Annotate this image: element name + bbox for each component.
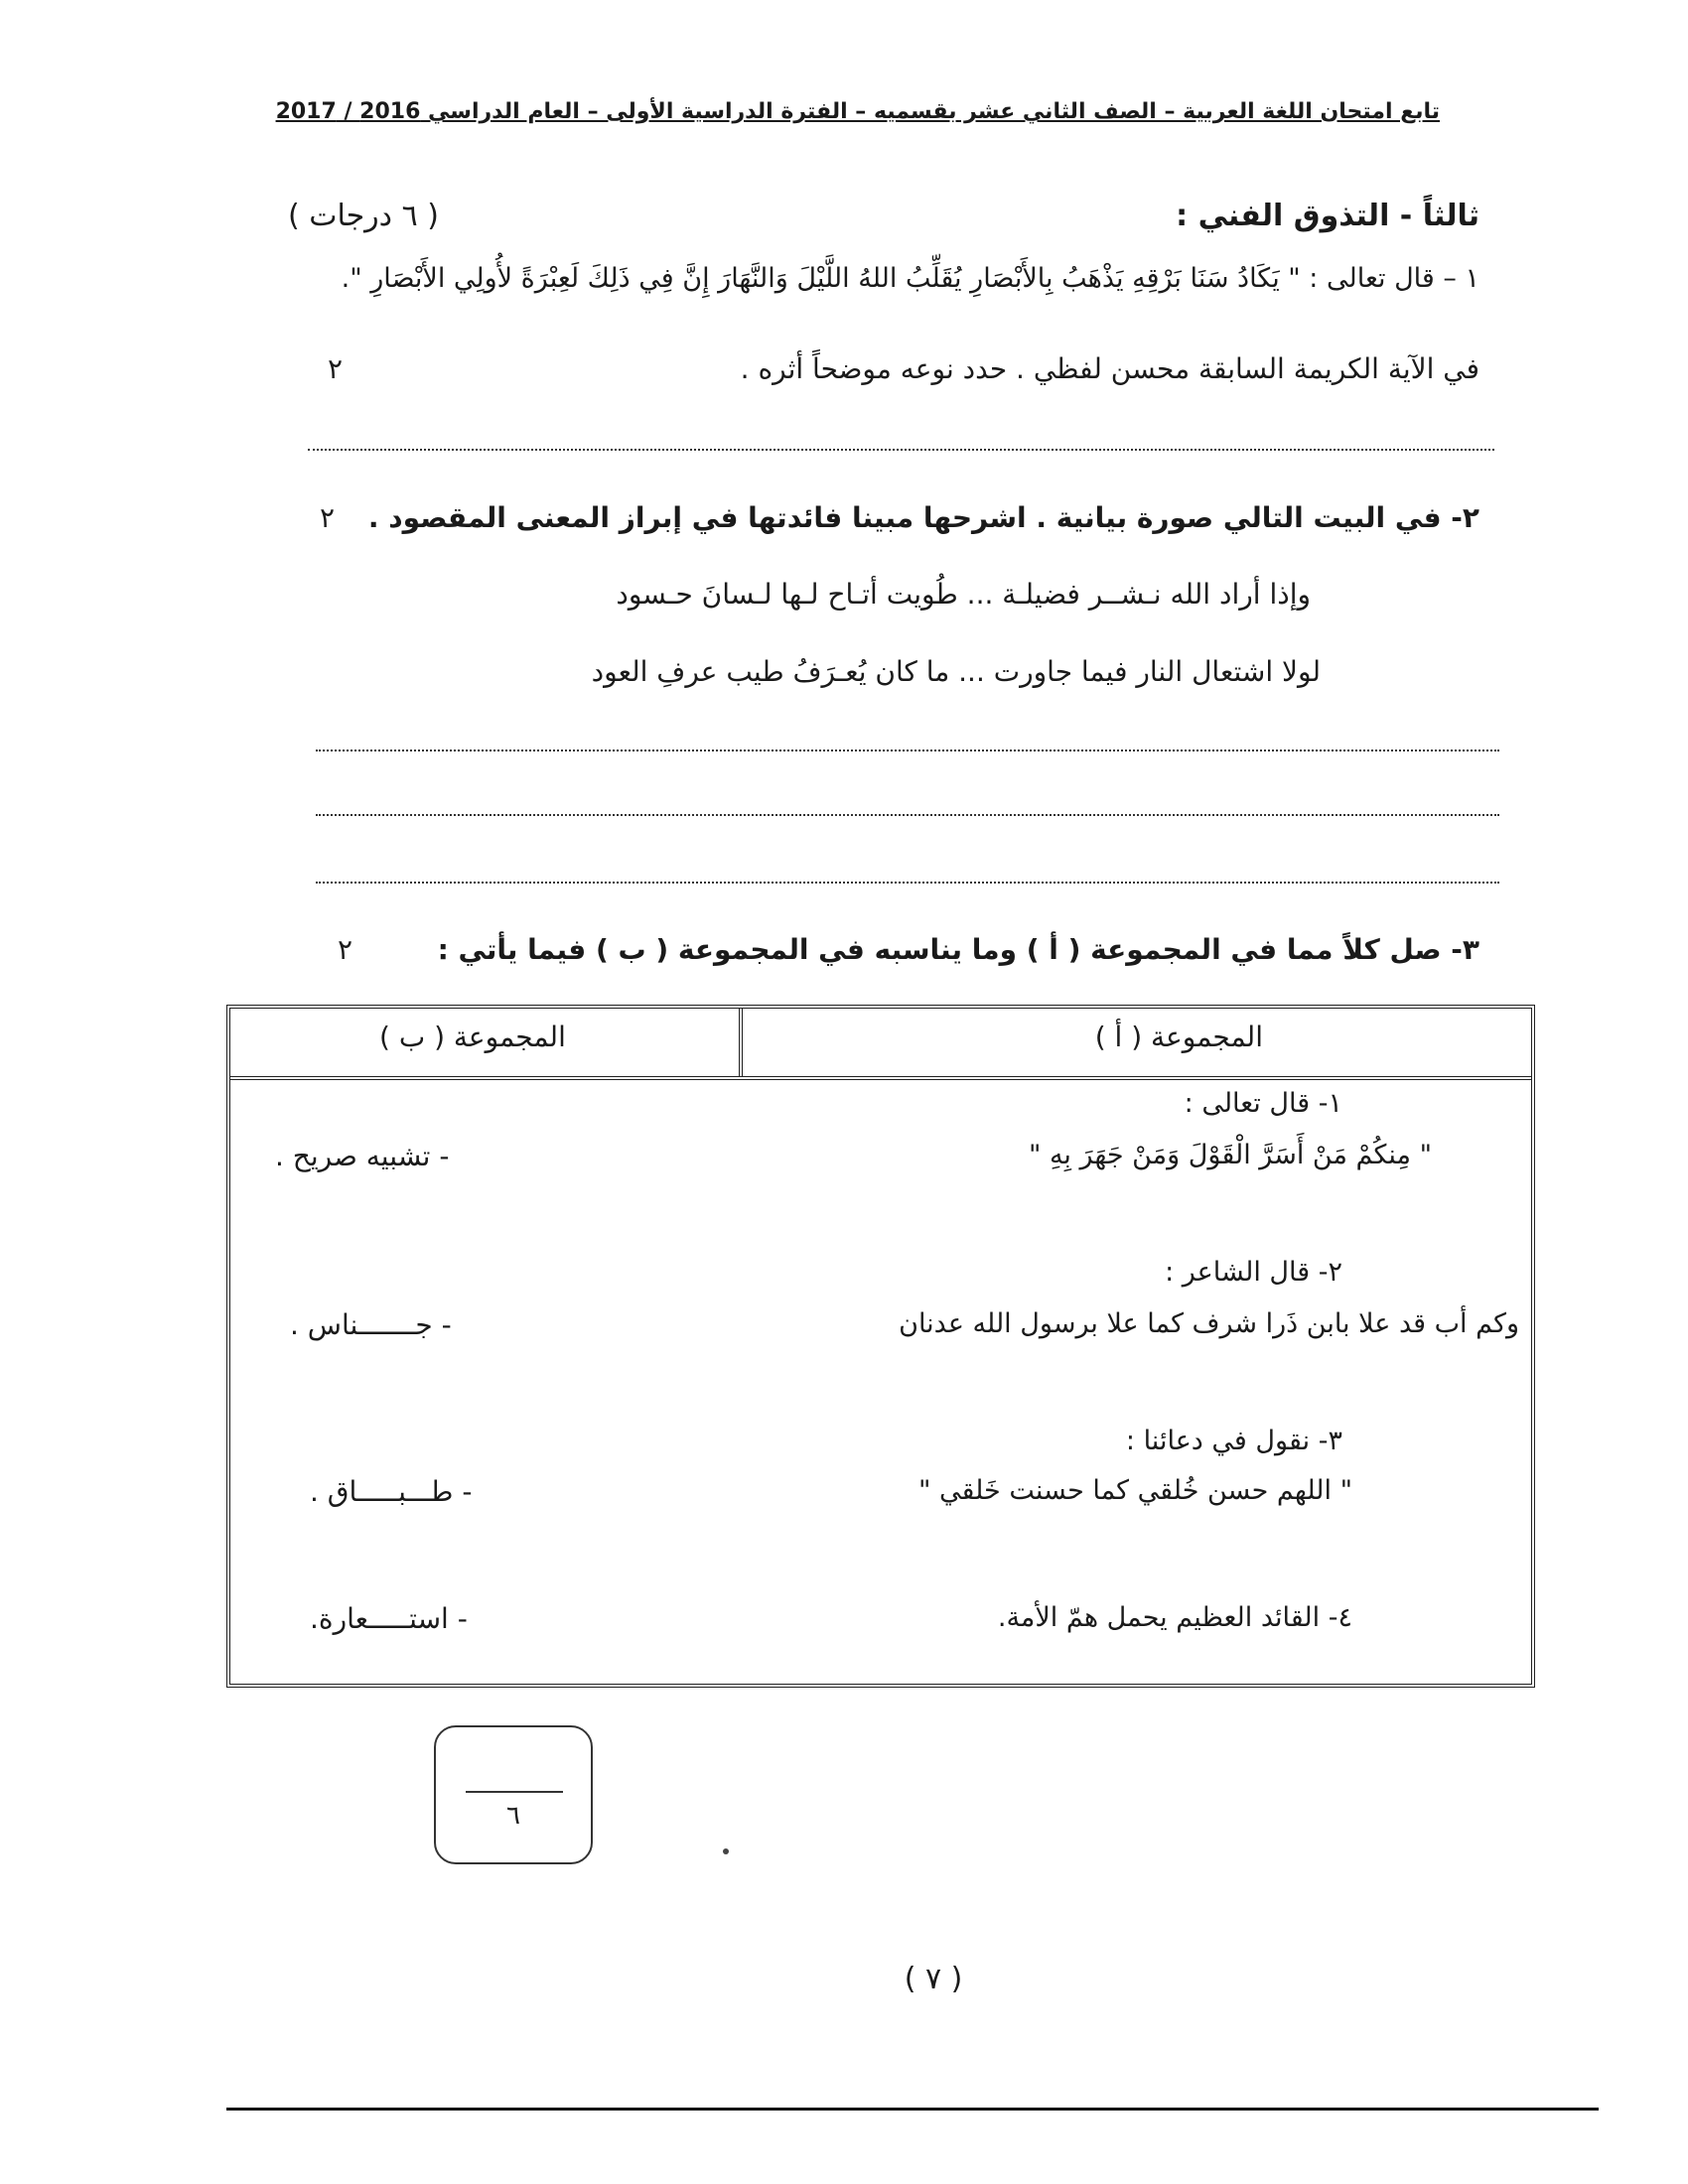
question-2-mark: ٢ [320,501,336,534]
item-a3-text: " اللهم حسن خُلقي كما حسنت خَلقي " [917,1475,1352,1506]
footer-rule [226,2108,1599,2111]
table-header-row [230,1009,1531,1080]
question-1-instruction: في الآية الكريمة السابقة محسن لفظي . حدد نوعه موضحاً أثره . [740,352,1479,385]
question-3-mark: ٢ [338,933,353,966]
question-1-mark: ٢ [328,352,344,385]
section-marks: ( ٦ درجات ) [288,199,439,233]
item-b3: - طـــبـــــاق . [310,1475,473,1508]
item-b2: - جـــــــناس . [290,1308,452,1341]
section-title: ثالثاً - التذوق الفني : [1176,199,1479,233]
score-box [434,1725,593,1864]
stray-dot [723,1848,729,1854]
item-a4-text: ٤- القائد العظيم يحمل همّ الأمة. [997,1602,1352,1633]
question-1-text: ١ – قال تعالى : " يَكَادُ سَنَا بَرْقِهِ يَذْهَبُ بِالأَبْصَارِ يُقَلِّبُ اللهُ اللَّيْلَ وَالنَّهَارَ إِنَّ فِي ذَلِكَ لَعِبْرَةً لأُولِي الأَبْصَارِ ". [341,263,1479,294]
group-a-header: المجموعة ( أ ) [1094,1021,1263,1053]
column-divider [739,1009,743,1076]
question-2-text: ٢- في البيت التالي صورة بيانية . اشرحها مبينا فائدتها في إبراز المعنى المقصود . [367,501,1479,534]
verse-line-2: لولا اشتعال النار فيما جاورت ... ما كان يُعـرَفُ طيب عرفِ العود [591,655,1321,688]
score-total: ٦ [506,1801,520,1831]
item-a1-intro: ١- قال تعالى : [1184,1088,1342,1119]
item-a2-text: وكم أب قد علا بابن ذَرا شرف كما علا برسول الله عدنان [899,1308,1519,1339]
item-a2-intro: ٢- قال الشاعر : [1165,1257,1342,1288]
item-a1-text: " مِنكُمْ مَنْ أَسَرَّ الْقَوْلَ وَمَنْ جَهَرَ بِهِ " [1028,1140,1432,1170]
answer-line [316,882,1499,884]
answer-line [316,750,1499,751]
matching-table [226,1005,1535,1688]
item-b1: - تشبيه صريح . [275,1140,450,1172]
item-b4: - استـــــعارة. [310,1602,468,1635]
answer-line [308,449,1494,451]
group-b-header: المجموعة ( ب ) [379,1021,566,1053]
item-a3-intro: ٣- نقول في دعائنا : [1125,1426,1342,1456]
exam-header: تابع امتحان اللغة العربية – الصف الثاني عشر بقسميه – الفترة الدراسية الأولى – العام الدراسي 2016 / 2017 [275,99,1440,124]
score-fraction-line [466,1791,563,1793]
page-number: ( ٧ ) [904,1962,963,1996]
answer-line [316,814,1499,816]
question-3-text: ٣- صل كلاً مما في المجموعة ( أ ) وما يناسبه في المجموعة ( ب ) فيما يأتي : [437,933,1479,966]
verse-line-1: وإذا أراد الله نـشــر فضيلـة ... طُويت أتـاح لـها لـسانَ حـسود [616,578,1311,611]
